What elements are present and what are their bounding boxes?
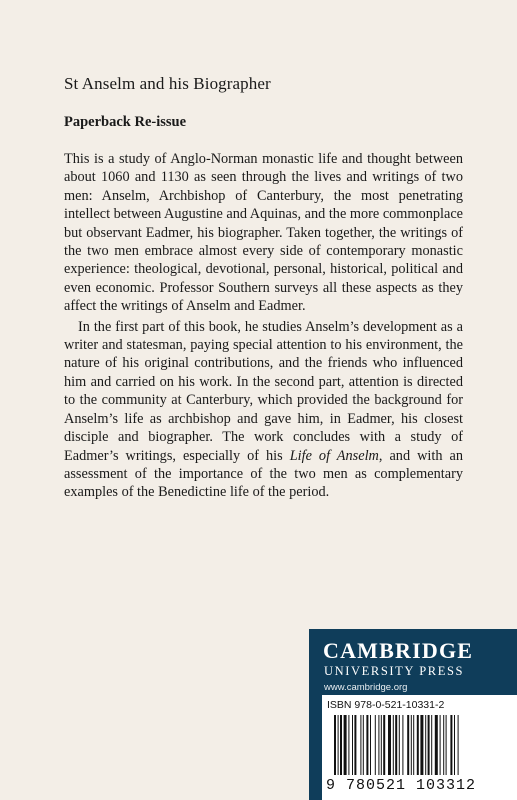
barcode-bar <box>344 715 347 775</box>
barcode-bar <box>352 715 353 775</box>
publisher-url: www.cambridge.org <box>324 682 408 693</box>
barcode-bar <box>378 715 379 775</box>
barcode-bar <box>446 715 447 775</box>
barcode-bar <box>348 715 349 775</box>
barcode-bar <box>417 715 419 775</box>
barcode-bar <box>375 715 376 775</box>
publisher-name: CAMBRIDGE <box>323 638 474 663</box>
barcode-bar <box>363 715 364 775</box>
barcode-bar <box>413 715 414 775</box>
description-paragraph-1: This is a study of Anglo-Norman monastic life and thought between about 1060 and 1130 as seen through the lives and writings of two men: Anselm, Archbishop of Canterbury, the most penetrating intellect between Augustine and Aquinas, and the more commonplace but observant Eadmer, his biographer. Taken together, the writings of the two men embrace almost every side of contemporary monastic experience: theological, devotional, personal, historical, political and even economic. Professor Southern surveys all these aspects as they affect the writings of Anselm and Eadmer. <box>64 151 464 315</box>
barcode-bar <box>381 715 382 775</box>
publisher-subname: UNIVERSITY PRESS <box>324 664 465 678</box>
description-text <box>64 150 463 502</box>
barcode-icon <box>334 715 509 777</box>
barcode-panel <box>322 695 517 800</box>
barcode-bar <box>458 715 459 775</box>
isbn-label: ISBN 978-0-521-10331-2 <box>327 699 445 711</box>
barcode-bar <box>443 715 444 775</box>
barcode-bar <box>354 715 356 775</box>
barcode-bar <box>338 715 339 775</box>
barcode-bar <box>399 715 400 775</box>
barcode-bar <box>360 715 361 775</box>
barcode-bar <box>395 715 397 775</box>
barcode-bar <box>370 715 371 775</box>
barcode-bar <box>454 715 455 775</box>
edition-label: Paperback Re-issue <box>64 114 187 130</box>
barcode-bar <box>383 715 385 775</box>
description-paragraph-2: In the first part of this book, he studies Anselm’s development as a writer and statesman, paying special attention to his environment, the nature of his original contributions, and the friends who influenced him and carried on his work. In the second part, attention is directed to the community at Canterbury, which provided the background for Anselm’s life as archbishop and gave him, in Eadmer, his closest disciple and biographer. The work concludes with a study of Eadmer’s writings, especially of his Life of Anselm, and with an assessment of the importance of the two men as complementary examples of the Benedictine life of the period. <box>64 318 463 501</box>
barcode-bar <box>428 715 430 775</box>
barcode-bar <box>431 715 432 775</box>
book-title: St Anselm and his Biographer <box>64 74 271 93</box>
barcode-bar <box>411 715 412 775</box>
publisher-block <box>309 629 517 800</box>
barcode-bar <box>393 715 394 775</box>
barcode-bar <box>388 715 391 775</box>
book-title-reference: Life of Anselm <box>289 447 379 464</box>
barcode-bar <box>366 715 368 775</box>
barcode-bar <box>440 715 441 775</box>
barcode-bar <box>334 715 336 775</box>
barcode-bar <box>407 715 409 775</box>
barcode-bar <box>402 715 403 775</box>
barcode-bar <box>340 715 342 775</box>
barcode-bar <box>425 715 426 775</box>
barcode-number: 9 780521 103312 <box>326 777 477 794</box>
barcode-bar <box>435 715 438 775</box>
barcode-bar <box>450 715 452 775</box>
barcode-bar <box>420 715 423 775</box>
